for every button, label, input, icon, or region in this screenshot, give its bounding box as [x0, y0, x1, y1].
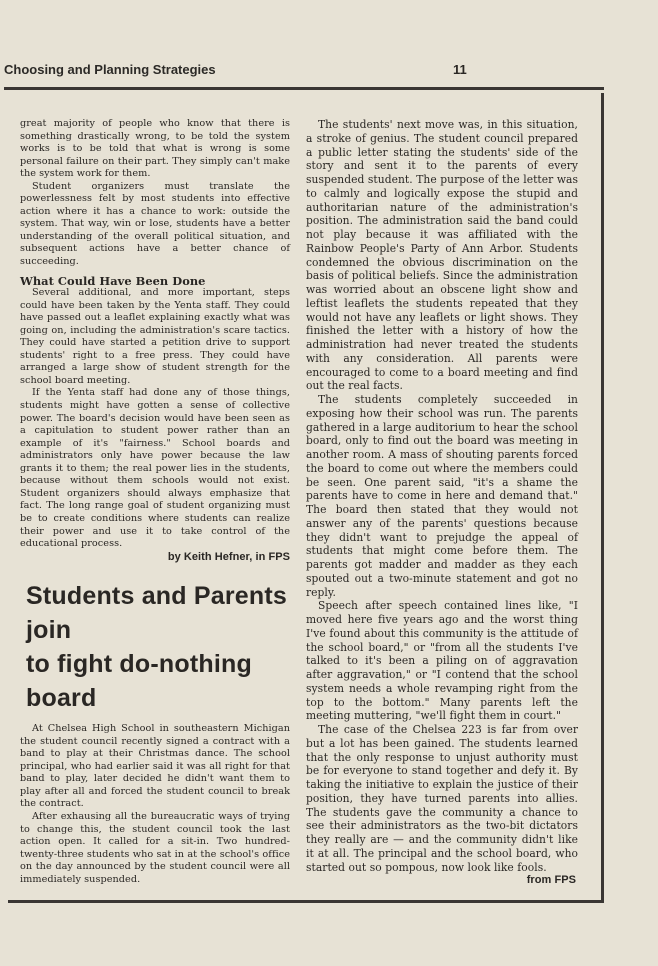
left-paragraph-2: Student organizers must translate the powerlessness felt by most students into effective action where it has a chance to work: outside the system. That way, win or lose, students have a better understanding of the overall political situation, and subsequent actions have a better chance of succeeding.	[20, 180, 290, 268]
headline-line-2: to fight do-nothing board	[26, 650, 252, 713]
right-paragraph-4: The case of the Chelsea 223 is far from over but a lot has been gained. The students learned that the only response to unjust authority must be for everyone to stand together and defy it. By taking the initiative to explain the justice of their position, they have turned parents into allies. The students gave the community a chance to see their administrators as the two-bit dictators they really are — and the community didn't like it at all. The principal and the school board, who started out so pompous, now look like fools.	[306, 723, 578, 874]
right-paragraph-2: The students completely succeeded in exposing how their school was run. The parents gathered in a large auditorium to hear the school board, only to find out the board was meeting in another room. A mass of shouting parents forced the board to come out where the members could be seen. One parent said, "it's a shame the parents have to come in here and demand that." The board then stated that they would not answer any of the parents' questions because they didn't want to prejudge the appeal of students that might come before them. The parents got madder and madder as they each spouted out a two-minute statement and got no reply.	[306, 393, 578, 599]
left-paragraph-6: After exhausing all the bureaucratic ways of trying to change this, the student council took the last action open. It called for a sit-in. Two hundred-twenty-three students who sat in at the school's office on the day announced by the student council were all immediately suspended.	[20, 810, 290, 885]
left-paragraph-1: great majority of people who know that there is something drastically wrong, to be told the system works is to be told that what is wrong is some personal failure on their part. They simply can't make the system work for them.	[20, 118, 290, 180]
running-header	[0, 62, 658, 82]
byline: by Keith Hefner, in FPS	[167, 550, 290, 563]
header-rule	[4, 87, 604, 90]
left-column	[20, 118, 290, 886]
headline-line-1: Students and Parents join	[26, 582, 287, 645]
page-number: 11	[453, 62, 467, 77]
section-title: Choosing and Planning Strategies	[4, 62, 216, 77]
article-headline	[26, 579, 290, 715]
source-credit: from FPS	[526, 874, 576, 887]
left-paragraph-5: At Chelsea High School in southeastern Michigan the student council recently signed a contract with a band to play at their Christmas dance. The school principal, who had earlier said it was all right for that band to play, later decided he didn't want them to play after all and forced the student council to break the contract.	[20, 723, 290, 810]
right-paragraph-3: Speech after speech contained lines like, "I moved here five years ago and the worst thing I've found about this community is the attitude of the school board," or "from all the students I've talked to it's been a piling on of aggravation after aggravation," or "I contend that the school system needs a whole revamping right from the top to the bottom." Many parents left the meeting muttering, "we'll fight them in court."	[306, 599, 578, 723]
subheading-what-could-have-been-done: What Could Have Been Done	[20, 273, 206, 288]
left-paragraph-4: If the Yenta staff had done any of those things, students might have gotten a sense of collective power. The board's decision would have been seen as a capitulation to student power rather than an example of it's "fairness." School boards and administrators only have power because the law grants it to them; the real power lies in the students, because without them schools would not exist. Student organizers should always emphasize that fact. The long range goal of student organizing must be to create conditions where students can realize their power and use it to take control of the educational process.	[20, 387, 290, 550]
left-paragraph-3: Several additional, and more important, steps could have been taken by the Yenta staff. They could have passed out a leaflet explaining exactly what was going on, including the administration's scare tactics. They could have started a petition drive to support students' right to a free press. They could have arranged a large show of student strength for the school board meeting.	[20, 287, 290, 386]
right-paragraph-1: The students' next move was, in this situation, a stroke of genius. The student council prepared a public letter stating the students' side of the story and sent it to the parents of every suspended student. The purpose of the letter was to calmly and logically expose the stupid and authoritarian nature of the administration's position. The administration said the band could not play because it was affiliated with the Rainbow People's Party of Ann Arbor. Students condemned the obvious discrimination on the basis of political beliefs. Since the administration was worried about an obscene light show and leftist leaflets the students repeated that they would not have any leaflets or light shows. They finished the letter with a history of how the administration had never treated the students with any consideration. All parents were encouraged to come to a board meeting and find out the real facts.	[306, 118, 578, 393]
right-column	[306, 118, 578, 888]
